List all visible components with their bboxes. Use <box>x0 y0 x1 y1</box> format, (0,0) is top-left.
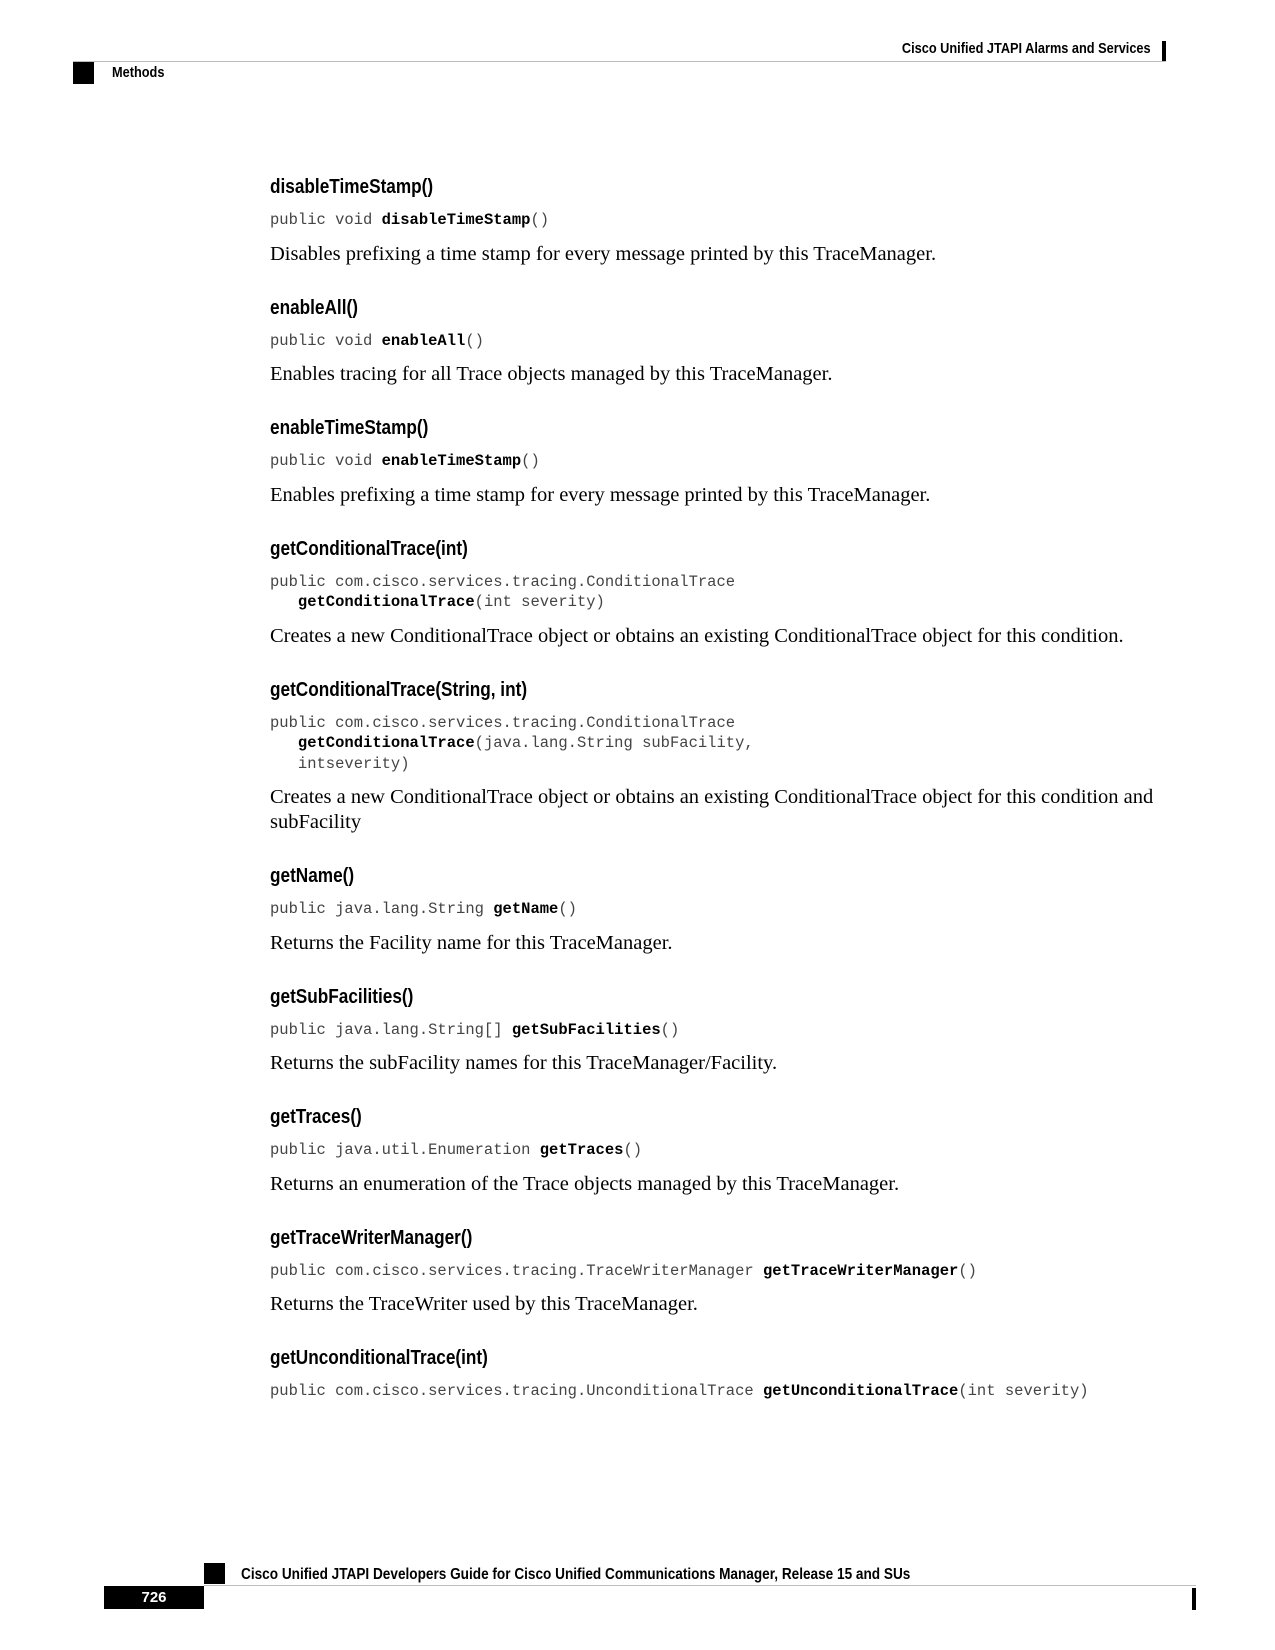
running-header-title: Cisco Unified JTAPI Alarms and Services <box>902 40 1151 57</box>
signature-method-name: getSubFacilities <box>511 1020 661 1039</box>
method-entry <box>270 1345 1170 1402</box>
signature-prefix: public com.cisco.services.tracing.UnconditionalTrace <box>270 1382 763 1400</box>
method-signature <box>270 451 1170 472</box>
section-marker <box>73 62 94 84</box>
method-entry <box>270 677 1170 836</box>
method-description: Returns the subFacility names for this TraceManager/Facility. <box>270 1052 778 1074</box>
method-title: enableAll() <box>270 296 358 319</box>
signature-method-name: getTraceWriterManager <box>762 1261 959 1280</box>
signature-prefix: public java.lang.String <box>270 900 494 918</box>
method-signature <box>270 1140 1170 1161</box>
signature-suffix: () <box>530 211 550 229</box>
method-signature <box>270 1261 1170 1282</box>
method-title: getConditionalTrace(String, int) <box>270 678 528 701</box>
signature-suffix: (int severity) <box>958 1382 1089 1400</box>
page-number: 726 <box>104 1586 204 1609</box>
footer-guide-title: Cisco Unified JTAPI Developers Guide for Cisco Unified Communications Manager, Release 15 and SUs <box>241 1566 911 1583</box>
signature-method-name: enableAll <box>381 331 466 350</box>
method-signature <box>270 331 1170 352</box>
footer-bar <box>1192 1588 1196 1610</box>
signature-prefix: public void <box>270 452 382 470</box>
method-title: disableTimeStamp() <box>270 176 434 198</box>
method-signature <box>270 713 1170 775</box>
method-description: Returns an enumeration of the Trace objects managed by this TraceManager. <box>270 1172 900 1195</box>
method-entry <box>270 415 1170 508</box>
method-description: Disables prefixing a time stamp for every message printed by this TraceManager. <box>270 242 937 265</box>
signature-method-name: getTraces <box>539 1141 624 1159</box>
signature-prefix: public com.cisco.services.tracing.TraceWriterManager <box>270 1261 763 1280</box>
method-signature <box>270 1020 1170 1041</box>
method-description: Enables tracing for all Trace objects managed by this TraceManager. <box>270 363 833 385</box>
method-signature <box>270 899 1170 920</box>
method-title: getTraceWriterManager() <box>270 1226 473 1249</box>
method-entry <box>270 863 1170 956</box>
signature-method-name: getConditionalTrace <box>297 593 475 611</box>
method-entry <box>270 536 1170 649</box>
signature-prefix: public java.util.Enumeration <box>270 1141 540 1159</box>
footer-rule <box>204 1585 1196 1586</box>
signature-method-name: getName <box>493 900 559 918</box>
method-title: getSubFacilities() <box>270 985 414 1008</box>
signature-suffix: () <box>521 452 540 470</box>
signature-suffix: () <box>958 1261 977 1280</box>
signature-suffix: () <box>465 331 484 350</box>
signature-prefix: public com.cisco.services.tracing.ConditionalTrace <box>270 572 736 591</box>
signature-prefix: public com.cisco.services.tracing.ConditionalTrace <box>270 713 736 732</box>
method-title: getTraces() <box>270 1106 362 1128</box>
signature-suffix: (java.lang.String subFacility, intseverity) <box>297 734 754 773</box>
method-title: getUnconditionalTrace(int) <box>270 1347 488 1369</box>
method-entry <box>270 295 1170 388</box>
methods-list <box>270 174 1170 1402</box>
header-rule <box>73 61 1166 62</box>
signature-prefix: public void <box>270 331 382 350</box>
method-signature <box>270 210 1170 231</box>
signature-suffix: (int severity) <box>474 593 605 611</box>
signature-method-name: getUnconditionalTrace <box>762 1382 959 1400</box>
method-title: enableTimeStamp() <box>270 417 429 439</box>
method-entry <box>270 1104 1170 1197</box>
method-description: Returns the TraceWriter used by this TraceManager. <box>270 1293 698 1315</box>
section-label: Methods <box>112 64 165 81</box>
signature-method-name: disableTimeStamp <box>381 211 531 229</box>
signature-suffix: () <box>660 1020 680 1039</box>
footer-marker <box>204 1563 225 1584</box>
method-entry <box>270 1225 1170 1318</box>
method-description: Enables prefixing a time stamp for every message printed by this TraceManager. <box>270 483 931 506</box>
signature-suffix: () <box>623 1141 643 1159</box>
method-title: getName() <box>270 865 355 887</box>
method-description: Returns the Facility name for this TraceManager. <box>270 931 673 954</box>
method-title: getConditionalTrace(int) <box>270 537 468 560</box>
signature-suffix: () <box>558 900 577 918</box>
method-description: Creates a new ConditionalTrace object or obtains an existing ConditionalTrace object for this condition. <box>270 624 1124 647</box>
header-bar <box>1162 41 1166 61</box>
signature-method-name: enableTimeStamp <box>381 452 522 470</box>
signature-method-name: getConditionalTrace <box>297 734 475 752</box>
signature-prefix: public java.lang.String[] <box>270 1020 512 1039</box>
method-entry <box>270 984 1170 1077</box>
method-signature <box>270 572 1170 613</box>
signature-prefix: public void <box>270 211 382 229</box>
method-signature <box>270 1381 1170 1402</box>
method-description: Creates a new ConditionalTrace object or obtains an existing ConditionalTrace object for this condition and subFacility <box>270 786 1154 833</box>
method-entry <box>270 174 1170 267</box>
